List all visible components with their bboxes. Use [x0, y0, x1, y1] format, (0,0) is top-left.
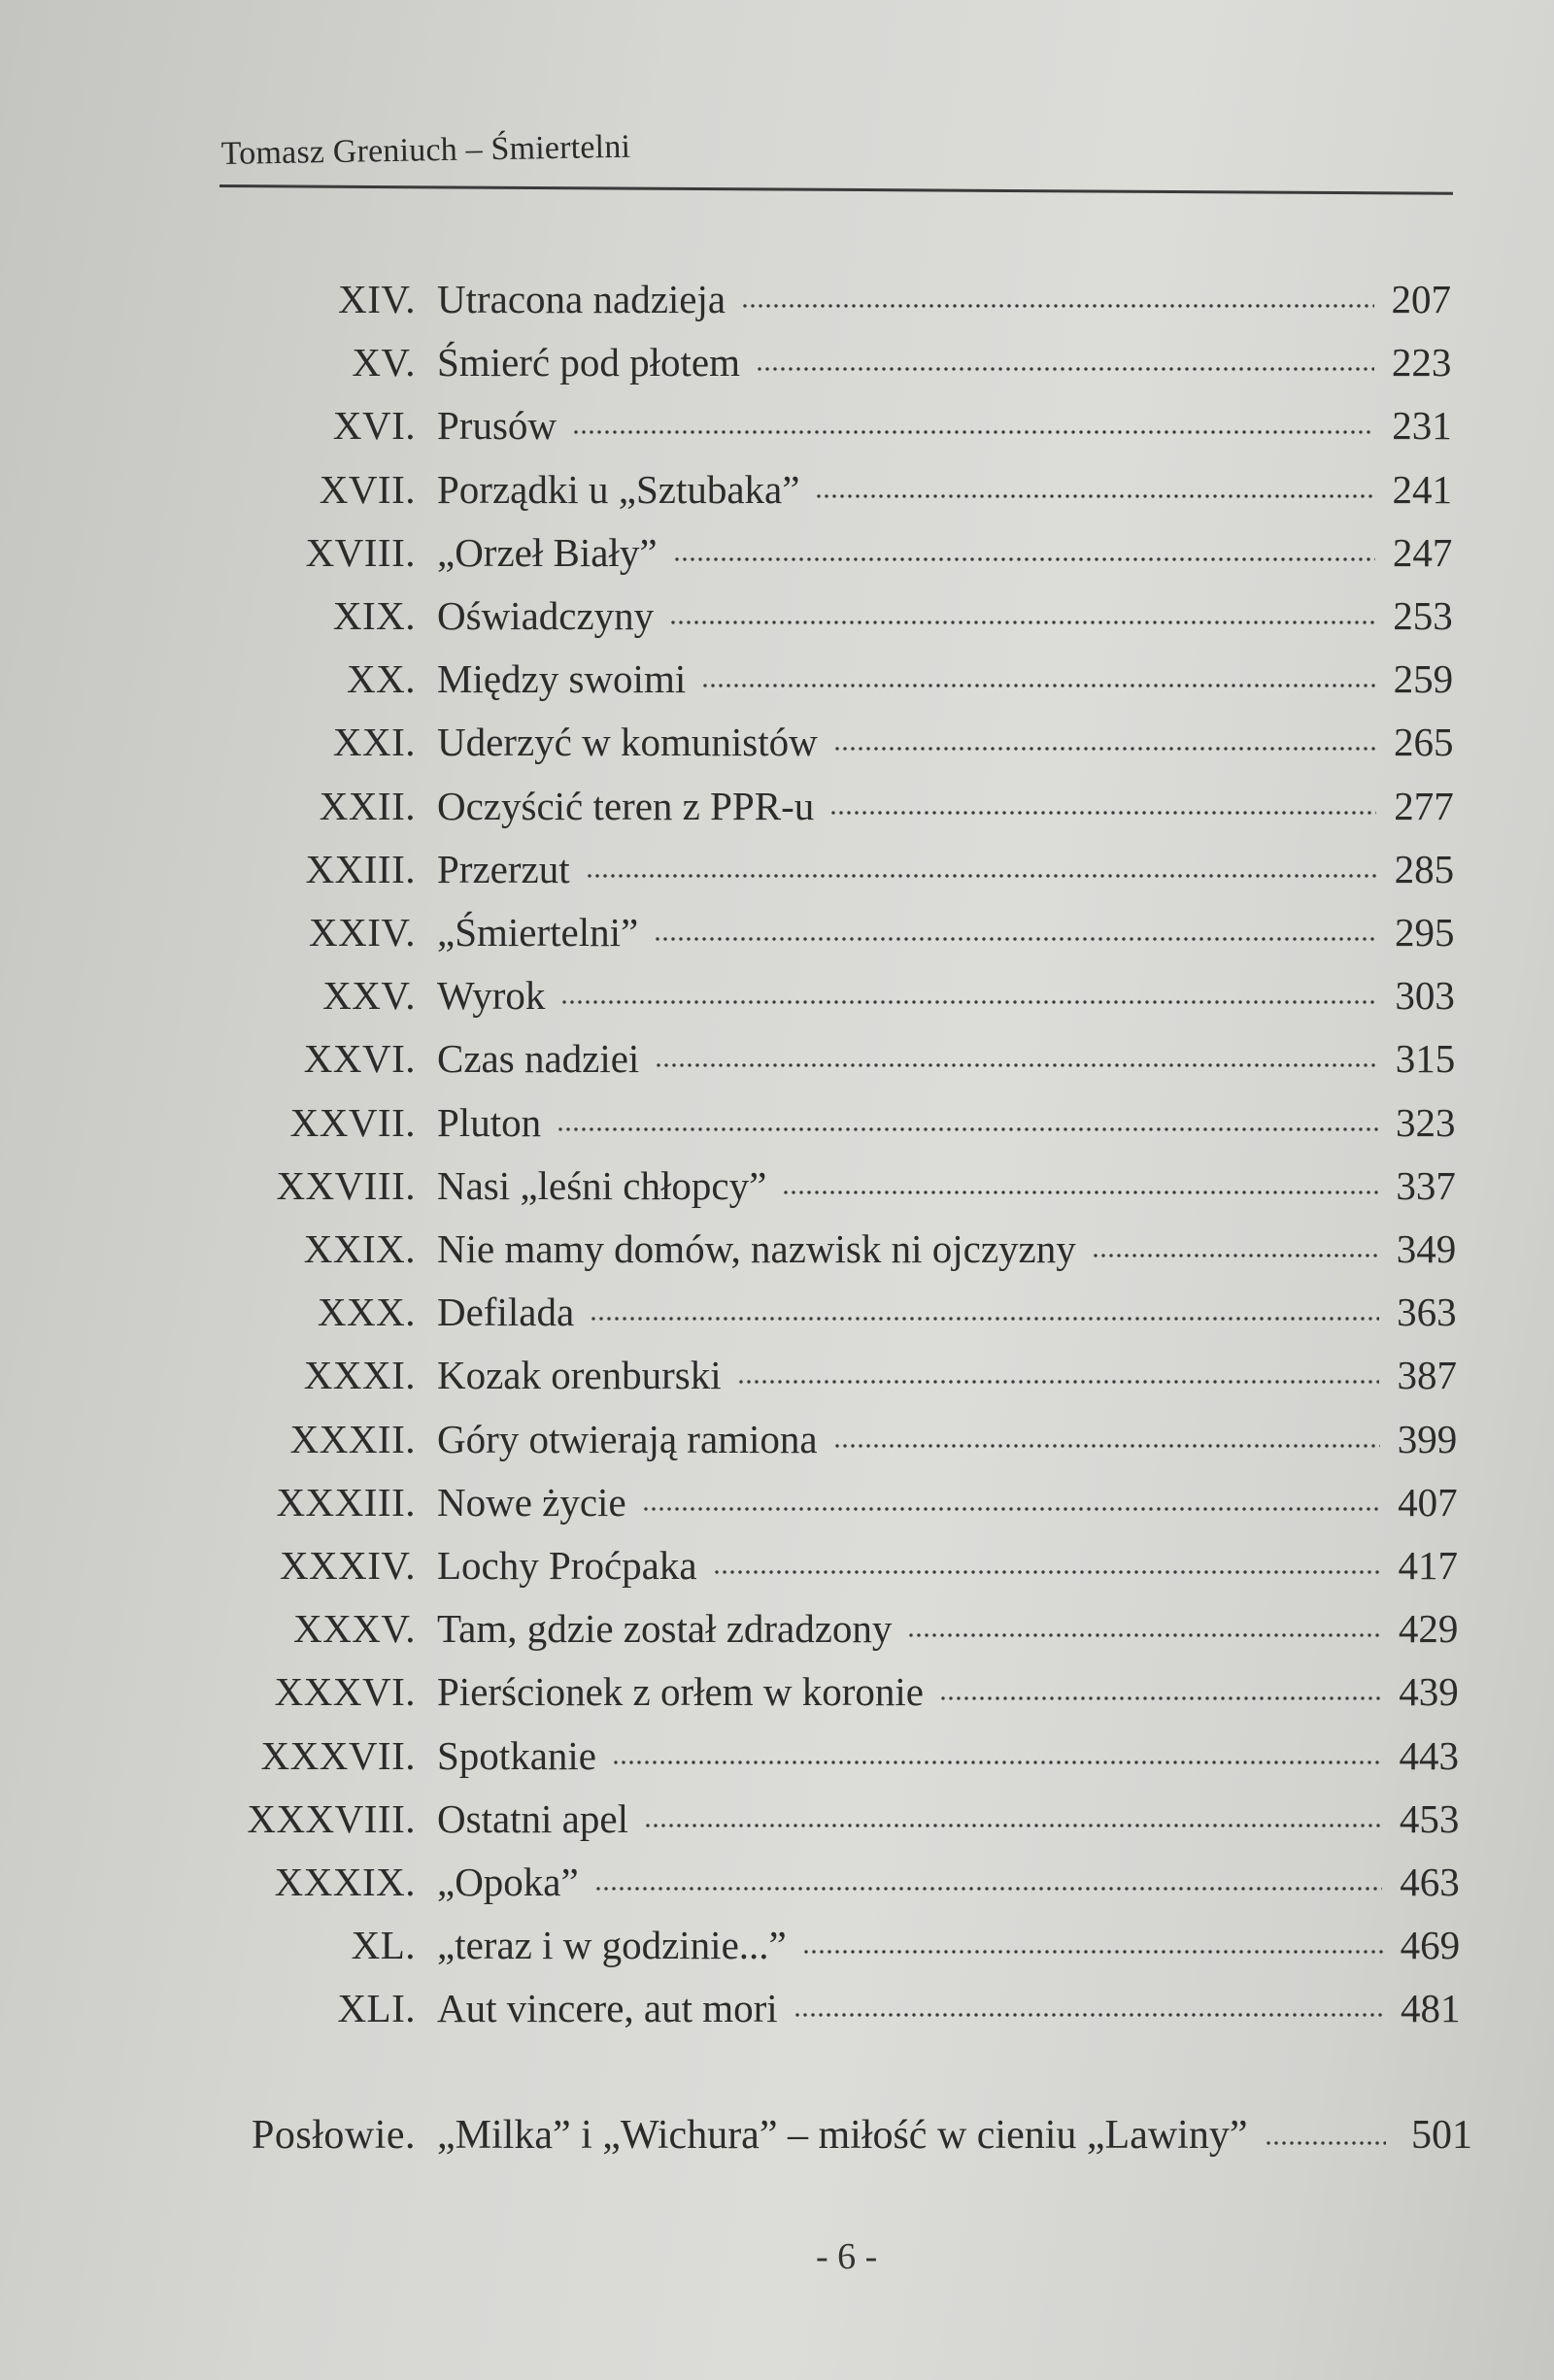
- chapter-title: Spotkanie: [437, 1732, 596, 1778]
- toc-entry: [0, 1979, 1554, 2037]
- dot-leader: [673, 556, 1375, 562]
- chapter-page-number: 443: [1399, 1732, 1460, 1778]
- header-rule: [220, 184, 1453, 195]
- toc-entry: [0, 713, 1554, 771]
- dot-leader: [1092, 1253, 1379, 1258]
- chapter-page-number: 337: [1396, 1162, 1456, 1208]
- toc-entry: [0, 777, 1554, 835]
- chapter-title: Śmierć pod płotem: [437, 340, 741, 385]
- chapter-page-number: 407: [1398, 1479, 1458, 1525]
- toc-entry: [0, 270, 1554, 328]
- chapter-numeral: XXXI.: [303, 1353, 416, 1398]
- chapter-page-number: 387: [1397, 1353, 1457, 1398]
- toc-entry: [0, 1662, 1554, 1721]
- dot-leader: [829, 810, 1376, 816]
- toc-entry-afterword: [0, 2103, 1554, 2167]
- chapter-page-number: 469: [1400, 1923, 1461, 1968]
- chapter-title: Pluton: [437, 1099, 542, 1145]
- dot-leader: [815, 493, 1374, 499]
- toc-entry: [0, 1790, 1554, 1848]
- chapter-title: Porządki u „Sztubaka”: [437, 466, 800, 512]
- toc-entry: [0, 587, 1554, 645]
- chapter-numeral: XXV.: [322, 973, 416, 1019]
- toc-entry: [0, 1220, 1554, 1278]
- dot-leader: [756, 366, 1374, 372]
- chapter-title: Kozak orenburski: [437, 1353, 722, 1398]
- chapter-page-number: 277: [1394, 783, 1454, 828]
- chapter-title: Oświadczyny: [437, 593, 655, 638]
- chapter-numeral: XXVII.: [289, 1099, 416, 1145]
- chapter-numeral: XXXVI.: [274, 1669, 416, 1715]
- chapter-page-number: 285: [1394, 846, 1455, 891]
- toc-entry: [0, 840, 1554, 898]
- dot-leader: [594, 1886, 1383, 1892]
- toc-entry: [0, 966, 1554, 1024]
- toc-entry: [0, 460, 1554, 519]
- toc-entry: [0, 903, 1554, 961]
- dot-leader: [1265, 2140, 1386, 2146]
- chapter-page-number: 439: [1399, 1669, 1459, 1715]
- chapter-title: Nasi „leśni chłopcy”: [437, 1162, 767, 1208]
- chapter-page-number: 323: [1396, 1099, 1456, 1145]
- toc-entry: [0, 1156, 1554, 1215]
- toc-entry: [0, 1916, 1554, 1974]
- page-folio: - 6 -: [816, 2236, 878, 2277]
- chapter-numeral: XXVIII.: [276, 1162, 416, 1208]
- chapter-numeral: XXXII.: [289, 1416, 416, 1461]
- dot-leader: [833, 1443, 1380, 1449]
- toc-entry: [0, 1599, 1554, 1658]
- chapter-numeral: XXII.: [319, 783, 416, 828]
- dot-leader: [782, 1190, 1378, 1195]
- dot-leader: [713, 1569, 1381, 1575]
- dot-leader: [654, 936, 1377, 942]
- chapter-numeral: XL.: [351, 1923, 416, 1968]
- toc-entry: [0, 1283, 1554, 1341]
- chapter-numeral: XIV.: [338, 277, 416, 321]
- chapter-page-number: 265: [1393, 720, 1454, 765]
- chapter-title: Nie mamy domów, nazwisk ni ojczyzny: [437, 1226, 1076, 1271]
- chapter-numeral: XVIII.: [305, 529, 416, 575]
- toc-entry: [0, 650, 1554, 708]
- dot-leader: [557, 1126, 1378, 1132]
- afterword-title: „Milka” i „Wichura” – miłość w cieniu „Lawiny”: [437, 2113, 1248, 2158]
- dot-leader: [586, 873, 1377, 879]
- chapter-page-number: 241: [1392, 466, 1453, 512]
- chapter-page-number: 453: [1399, 1795, 1460, 1841]
- chapter-page-number: 429: [1398, 1606, 1459, 1652]
- toc-entry: [0, 396, 1554, 454]
- chapter-numeral: XXX.: [317, 1290, 416, 1335]
- chapter-title: Przerzut: [437, 846, 570, 891]
- chapter-page-number: 207: [1391, 277, 1451, 321]
- chapter-title: „Opoka”: [437, 1860, 579, 1904]
- chapter-title: Pierścionek z orłem w koronie: [437, 1669, 924, 1715]
- dot-leader: [701, 683, 1375, 688]
- chapter-numeral: XVII.: [319, 466, 416, 512]
- chapter-page-number: 231: [1392, 403, 1452, 449]
- chapter-page-number: 399: [1397, 1416, 1458, 1461]
- chapter-title: „Orzeł Biały”: [437, 529, 658, 575]
- chapter-numeral: XXXVII.: [260, 1732, 416, 1778]
- chapter-page-number: 481: [1400, 1986, 1461, 2031]
- chapter-numeral: XXXVIII.: [247, 1795, 416, 1841]
- toc-entry: [0, 1093, 1554, 1152]
- chapter-page-number: 417: [1398, 1543, 1458, 1588]
- chapter-title: Defilada: [437, 1290, 575, 1335]
- chapter-title: „Śmiertelni”: [437, 910, 639, 955]
- chapter-numeral: XXXIX.: [274, 1860, 416, 1904]
- chapter-title: Oczyścić teren z PPR-u: [437, 783, 815, 828]
- toc-entry: [0, 1536, 1554, 1594]
- dot-leader: [741, 303, 1373, 309]
- chapter-numeral: XXIII.: [305, 846, 416, 891]
- chapter-page-number: 259: [1393, 656, 1454, 702]
- chapter-page-number: 303: [1395, 973, 1455, 1019]
- chapter-page-number: 223: [1391, 340, 1452, 385]
- toc-entry: [0, 1473, 1554, 1531]
- chapter-page-number: 295: [1395, 910, 1455, 955]
- chapter-numeral: XXIX.: [303, 1226, 416, 1271]
- chapter-numeral: XXVI.: [303, 1036, 416, 1082]
- chapter-numeral: XXXV.: [293, 1606, 416, 1652]
- chapter-title: Między swoimi: [437, 656, 687, 702]
- chapter-title: Lochy Proćpaka: [437, 1543, 697, 1588]
- chapter-page-number: 363: [1397, 1290, 1457, 1335]
- dot-leader: [669, 620, 1375, 625]
- chapter-page-number: 315: [1395, 1036, 1456, 1082]
- chapter-numeral: XXIV.: [309, 910, 416, 955]
- chapter-numeral: XIX.: [332, 593, 416, 638]
- afterword-page-number: 501: [1411, 2113, 1472, 2158]
- dot-leader: [590, 1316, 1379, 1322]
- dot-leader: [612, 1760, 1382, 1765]
- dot-leader: [939, 1695, 1381, 1701]
- chapter-title: Wyrok: [437, 973, 546, 1019]
- chapter-page-number: 247: [1392, 529, 1453, 575]
- chapter-page-number: 463: [1400, 1860, 1460, 1904]
- chapter-title: Uderzyć w komunistów: [437, 720, 818, 765]
- dot-leader: [833, 746, 1376, 752]
- chapter-title: Nowe życie: [437, 1479, 626, 1525]
- running-head: Tomasz Greniuch – Śmiertelni: [220, 128, 631, 173]
- toc-entry: [0, 1029, 1554, 1088]
- chapter-numeral: XXXIV.: [279, 1543, 416, 1588]
- chapter-numeral: XLI.: [337, 1986, 416, 2031]
- chapter-numeral: XXXIII.: [276, 1479, 416, 1525]
- chapter-title: Tam, gdzie został zdradzony: [437, 1606, 893, 1652]
- dot-leader: [644, 1823, 1382, 1828]
- chapter-title: Czas nadziei: [437, 1036, 640, 1082]
- chapter-title: Aut vincere, aut mori: [437, 1986, 778, 2031]
- toc-entry: [0, 1853, 1554, 1911]
- chapter-title: „teraz i w godzinie...”: [437, 1923, 787, 1968]
- dot-leader: [802, 1949, 1383, 1955]
- toc-entry: [0, 333, 1554, 391]
- dot-leader: [737, 1379, 1380, 1385]
- dot-leader: [560, 999, 1377, 1005]
- dot-leader: [907, 1632, 1380, 1638]
- toc-entry: [0, 1410, 1554, 1468]
- chapter-numeral: XV.: [352, 340, 416, 385]
- toc-entry: [0, 523, 1554, 582]
- chapter-page-number: 253: [1393, 593, 1453, 638]
- chapter-title: Prusów: [437, 403, 557, 449]
- toc-entry: [0, 1726, 1554, 1785]
- chapter-title: Ostatni apel: [437, 1795, 628, 1841]
- chapter-numeral: XX.: [347, 656, 416, 702]
- dot-leader: [794, 2012, 1383, 2018]
- chapter-numeral: XVI.: [332, 403, 416, 449]
- chapter-page-number: 349: [1396, 1226, 1457, 1271]
- afterword-label: Posłowie.: [251, 2113, 416, 2158]
- toc-entry: [0, 1346, 1554, 1404]
- dot-leader: [572, 429, 1374, 435]
- chapter-title: Góry otwierają ramiona: [437, 1416, 818, 1461]
- dot-leader: [642, 1506, 1380, 1512]
- chapter-title: Utracona nadzieja: [437, 277, 726, 321]
- dot-leader: [655, 1062, 1377, 1068]
- chapter-numeral: XXI.: [332, 720, 416, 765]
